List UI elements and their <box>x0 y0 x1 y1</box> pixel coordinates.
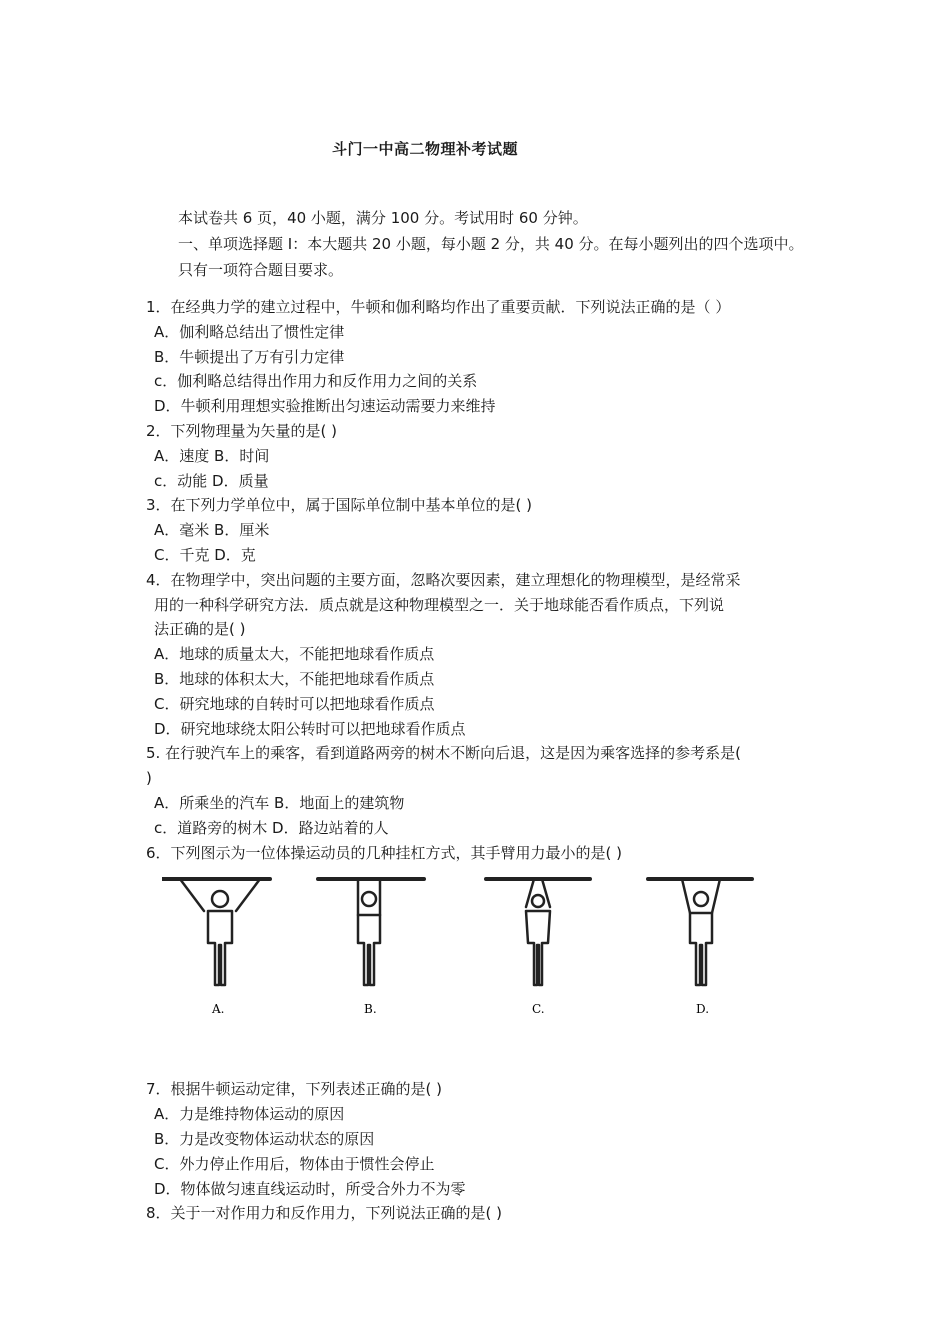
question-stem: ) <box>146 769 152 788</box>
question-5 <box>146 741 826 840</box>
question-1 <box>146 295 826 419</box>
question-stem: 5. 在行驶汽车上的乘客，看到道路两旁的树木不断向后退，这是因为乘客选择的参考系是( <box>146 744 741 763</box>
question-option: C．外力停止作用后，物体由于惯性会停止 <box>154 1154 435 1173</box>
figure-label: A. <box>212 1002 225 1017</box>
gymnast-figure <box>146 865 826 1077</box>
figure-c-icon <box>486 879 590 985</box>
question-2 <box>146 419 826 493</box>
question-stem: 4．在物理学中，突出问题的主要方面，忽略次要因素，建立理想化的物理模型，是经常采 <box>146 570 741 589</box>
question-option: A．力是维持物体运动的原因 <box>154 1105 345 1124</box>
question-option: B．地球的体积太大，不能把地球看作质点 <box>154 669 435 688</box>
gymnast-hanging-illustration <box>162 873 802 1023</box>
question-stem: 7．根据牛顿运动定律，下列表述正确的是( ) <box>146 1080 443 1099</box>
figure-d-icon <box>648 879 752 985</box>
intro-line: 本试卷共 6 页，40 小题，满分 100 分。考试用时 60 分钟。 <box>178 209 588 227</box>
question-4 <box>146 568 826 742</box>
figure-a-icon <box>162 879 270 985</box>
question-option: D．物体做匀速直线运动时，所受合外力不为零 <box>154 1179 466 1198</box>
figure-label: C. <box>532 1002 545 1017</box>
question-option: D．牛顿利用理想实验推断出匀速运动需要力来维持 <box>154 397 496 416</box>
question-stem: 2．下列物理量为矢量的是( ) <box>146 421 338 440</box>
question-list <box>146 295 826 1226</box>
question-option: C．研究地球的自转时可以把地球看作质点 <box>154 694 435 713</box>
question-option: B．牛顿提出了万有引力定律 <box>154 347 345 366</box>
question-option: A．毫米 B．厘米 <box>154 521 270 540</box>
question-stem: 3．在下列力学单位中，属于国际单位制中基本单位的是( ) <box>146 496 533 515</box>
question-7 <box>146 1077 826 1201</box>
question-option: A．速度 B．时间 <box>154 446 270 465</box>
question-stem: 用的一种科学研究方法．质点就是这种物理模型之一．关于地球能否看作质点，下列说 <box>154 595 725 614</box>
question-option: B．力是改变物体运动状态的原因 <box>154 1129 375 1148</box>
question-stem: 8．关于一对作用力和反作用力，下列说法正确的是( ) <box>146 1204 503 1223</box>
question-option: c．道路旁的树木 D．路边站着的人 <box>154 818 389 837</box>
question-stem: 6．下列图示为一位体操运动员的几种挂杠方式，其手臂用力最小的是( ) <box>146 843 623 862</box>
question-option: A．地球的质量太大，不能把地球看作质点 <box>154 645 435 664</box>
question-option: A．伽利略总结出了惯性定律 <box>154 322 345 341</box>
figure-label: B. <box>364 1002 377 1017</box>
exam-intro <box>178 205 858 283</box>
figure-label: D. <box>696 1002 710 1017</box>
question-option: A．所乘坐的汽车 B．地面上的建筑物 <box>154 793 405 812</box>
intro-line: 只有一项符合题目要求。 <box>178 261 344 279</box>
question-3 <box>146 493 826 567</box>
question-stem: 法正确的是( ) <box>154 620 246 639</box>
question-option: D．研究地球绕太阳公转时可以把地球看作质点 <box>154 719 466 738</box>
intro-line: 一、单项选择题 I：本大题共 20 小题，每小题 2 分，共 40 分。在每小题列出的四个选项中。 <box>178 235 804 253</box>
question-8 <box>146 1201 826 1226</box>
question-option: c．动能 D．质量 <box>154 471 269 490</box>
question-stem: 1．在经典力学的建立过程中，牛顿和伽利略均作出了重要贡献．下列说法正确的是（ ） <box>146 298 731 316</box>
question-option: c．伽利略总结得出作用力和反作用力之间的关系 <box>154 372 478 391</box>
exam-title: 斗门一中高二物理补考试题 <box>331 140 518 158</box>
question-6 <box>146 841 826 1078</box>
figure-b-icon <box>318 879 424 985</box>
question-option: C．千克 D．克 <box>154 545 256 564</box>
